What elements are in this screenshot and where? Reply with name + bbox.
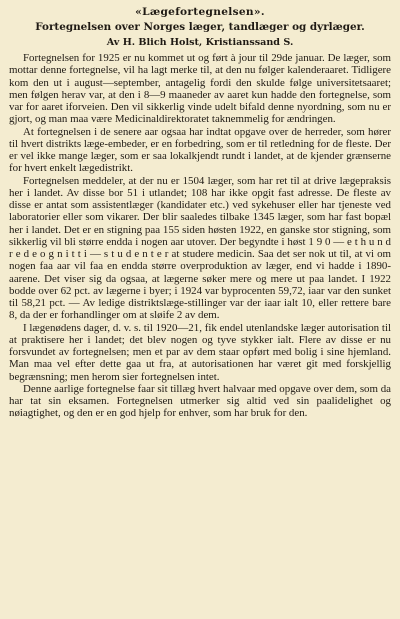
paragraph: Denne aarlige fortegnelse faar sit tillæg hvert halvaar med opgave over dem, som da har tat sin eksamen. Fortegnelsen utmerker sig altid ved sin paalidelighet og nøiagtighet, og den er en god hjelp for enhver, som har bruk for den. — [9, 382, 391, 420]
paragraph: I lægenødens dager, d. v. s. til 1920—21, fik endel utenlandske læger autorisation til at praktisere her i landet; det blev nogen og tyve stykker ialt. Flere av disse er nu forsvundet av fortegnelsen; men et par av dem staar opført med bolig i sine hjemland. Man maa vel efter dette gaa ut fra, at autorisationen har været git med forskjellig begrænsning; men herom sier fortegnelsen intet. — [9, 321, 391, 383]
article-heading: «Lægefortegnelsen». — [135, 6, 265, 18]
paragraph: Fortegnelsen meddeler, at der nu er 1504 læger, som har ret til at drive lægepraksis her i landet. Av disse bor 51 i utlandet; 108 har ikke opgit fast adresse. De fleste av disse er antat som assistentlæger (kandidater etc.) ved sykehuser eller har tjeneste ved laboratorier eller som vikarer. Der blir saaledes tilbake 1345 læger, som har fast bopæl her i landet. Det er en stigning paa 155 siden høsten 1922, en ganske stor stigning, som sikkerlig vil bli større endda i nogen aar utover. Der begyndte i høst 1 9 0 — e t h u n d r e d e o g n i t t i — s t u d e n t e r at studere medicin. Saa det ser nok ut til, at vi om nogen faa aar vil faa en endda større overproduktion av læger, end vi hadde i 1890-aarene. Det viser sig da ogsaa, at lægerne søker mere og mere ut paa landet. I 1922 bodde over 62 pct. av lægerne i byer; i 1924 var byprocenten 59,72, iaar var den sunket til 58,21 pct. — Av ledige distriktslæge-stillinger var der iaar ialt 10, eller rettere bare 8, da der er forhandlinger om at sløife 2 av dem. — [9, 174, 391, 322]
paragraph: At fortegnelsen i de senere aar ogsaa har indtat opgave over de herreder, som hører til hvert distrikts læge-embeder, er en forbedring, som er til retledning for de fleste. Der er vel ikke mange læger, som er saa lokalkjendt rundt i landet, at de kjender grænserne for hvert enkelt lægedistrikt. — [9, 125, 391, 175]
article-subtitle: Fortegnelsen over Norges læger, tandlæger og dyrlæger. — [35, 21, 365, 33]
paragraph: Fortegnelsen for 1925 er nu kommet ut og ført à jour til 29de januar. De læger, som mottar denne fortegnelse, vil ha lagt merke til, at den nu følger kalenderaaret. Tidligere kom den ut i august—september, antagelig fordi den skulde følge universitetsaaret; men følgen herav var, at den i 8—9 maaneder av aaret kun hadde den fortegnelse, som var for aaret iforveien. Den vil sikkerlig vinde udelt bifald denne nyordning, som nu er gjort, og man maa være Medicinaldirektoratet taknemmelig for ændringen. — [9, 52, 391, 126]
article-body — [9, 52, 391, 420]
article-author: Av H. Blich Holst, Kristianssand S. — [106, 37, 294, 48]
